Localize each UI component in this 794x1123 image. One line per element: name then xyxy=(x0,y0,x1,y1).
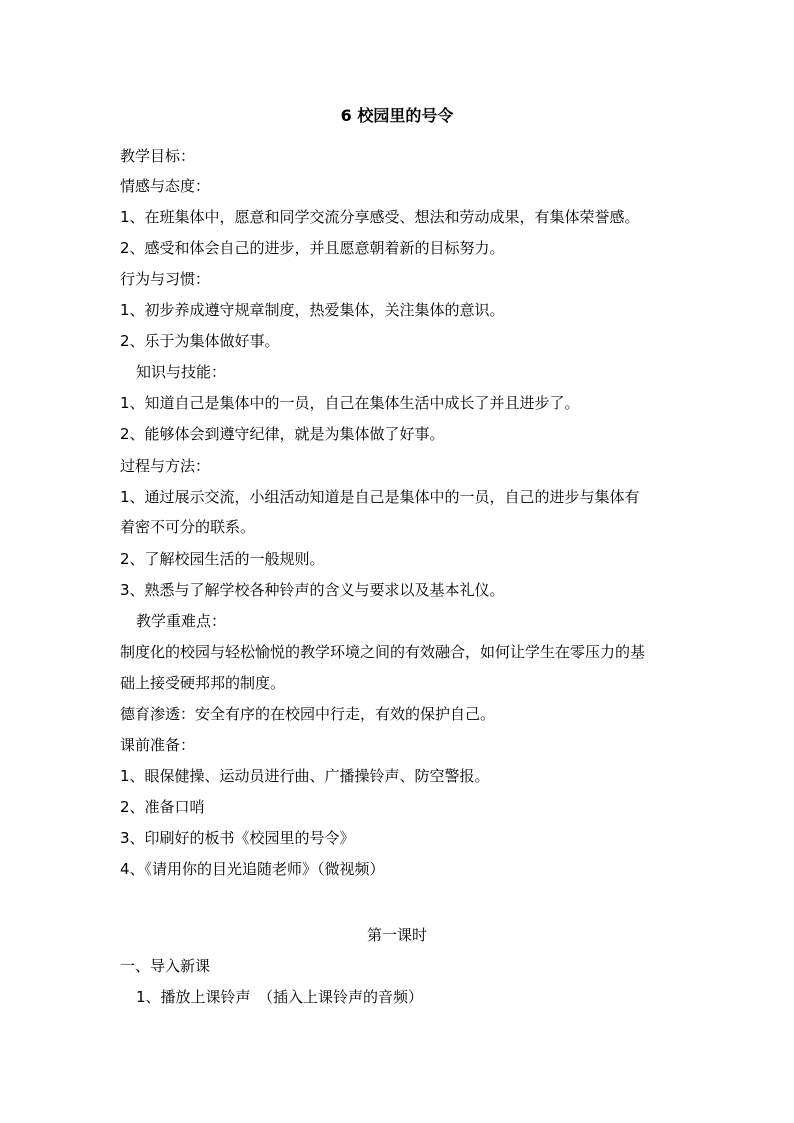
section-1-heading: 一、导入新课 xyxy=(120,957,211,975)
document-title: 6 校园里的号令 xyxy=(340,106,454,125)
emotion-item-1: 1、在班集体中，愿意和同学交流分享感受、想法和劳动成果，有集体荣誉感。 xyxy=(120,208,640,226)
lesson-heading: 第一课时 xyxy=(366,926,427,944)
prep-item-1: 1、眼保健操、运动员进行曲、广播操铃声、防空警报。 xyxy=(120,767,490,785)
behavior-item-1: 1、初步养成遵守规章制度，热爱集体，关注集体的意识。 xyxy=(120,301,505,319)
behavior-heading: 行为与习惯： xyxy=(120,270,211,288)
knowledge-item-1: 1、知道自己是集体中的一员，自己在集体生活中成长了并且进步了。 xyxy=(120,394,580,412)
emotion-item-2: 2、感受和体会自己的进步，并且愿意朝着新的目标努力。 xyxy=(120,239,505,257)
process-item-1-cont: 着密不可分的联系。 xyxy=(120,518,256,536)
key-heading: 教学重难点： xyxy=(136,612,227,630)
process-item-2: 2、了解校园生活的一般规则。 xyxy=(120,550,325,568)
process-item-1: 1、通过展示交流，小组活动知道是自己是集体中的一员，自己的进步与集体有 xyxy=(120,488,640,506)
prep-item-4: 4、《请用你的目光追随老师》（微视频） xyxy=(120,860,385,878)
section-1-item: 1、播放上课铃声 （插入上课铃声的音频） xyxy=(136,988,424,1006)
knowledge-item-2: 2、能够体会到遵守纪律，就是为集体做了好事。 xyxy=(120,425,445,443)
key-text-line-2: 础上接受硬邦邦的制度。 xyxy=(120,674,286,692)
prep-item-2: 2、准备口哨 xyxy=(120,798,205,816)
prep-heading: 课前准备： xyxy=(120,736,196,754)
behavior-item-2: 2、乐于为集体做好事。 xyxy=(120,332,280,350)
process-heading: 过程与方法： xyxy=(120,457,211,475)
process-item-3: 3、熟悉与了解学校各种铃声的含义与要求以及基本礼仪。 xyxy=(120,581,505,599)
emotion-heading: 情感与态度： xyxy=(120,177,211,195)
knowledge-heading: 知识与技能： xyxy=(136,363,227,381)
key-text-line-1: 制度化的校园与轻松愉悦的教学环境之间的有效融合，如何让学生在零压力的基 xyxy=(120,643,646,661)
prep-item-3: 3、印刷好的板书《校园里的号令》 xyxy=(120,829,355,847)
goals-heading: 教学目标： xyxy=(120,147,196,165)
moral-text: 德育渗透：安全有序的在校园中行走，有效的保护自己。 xyxy=(120,705,496,723)
